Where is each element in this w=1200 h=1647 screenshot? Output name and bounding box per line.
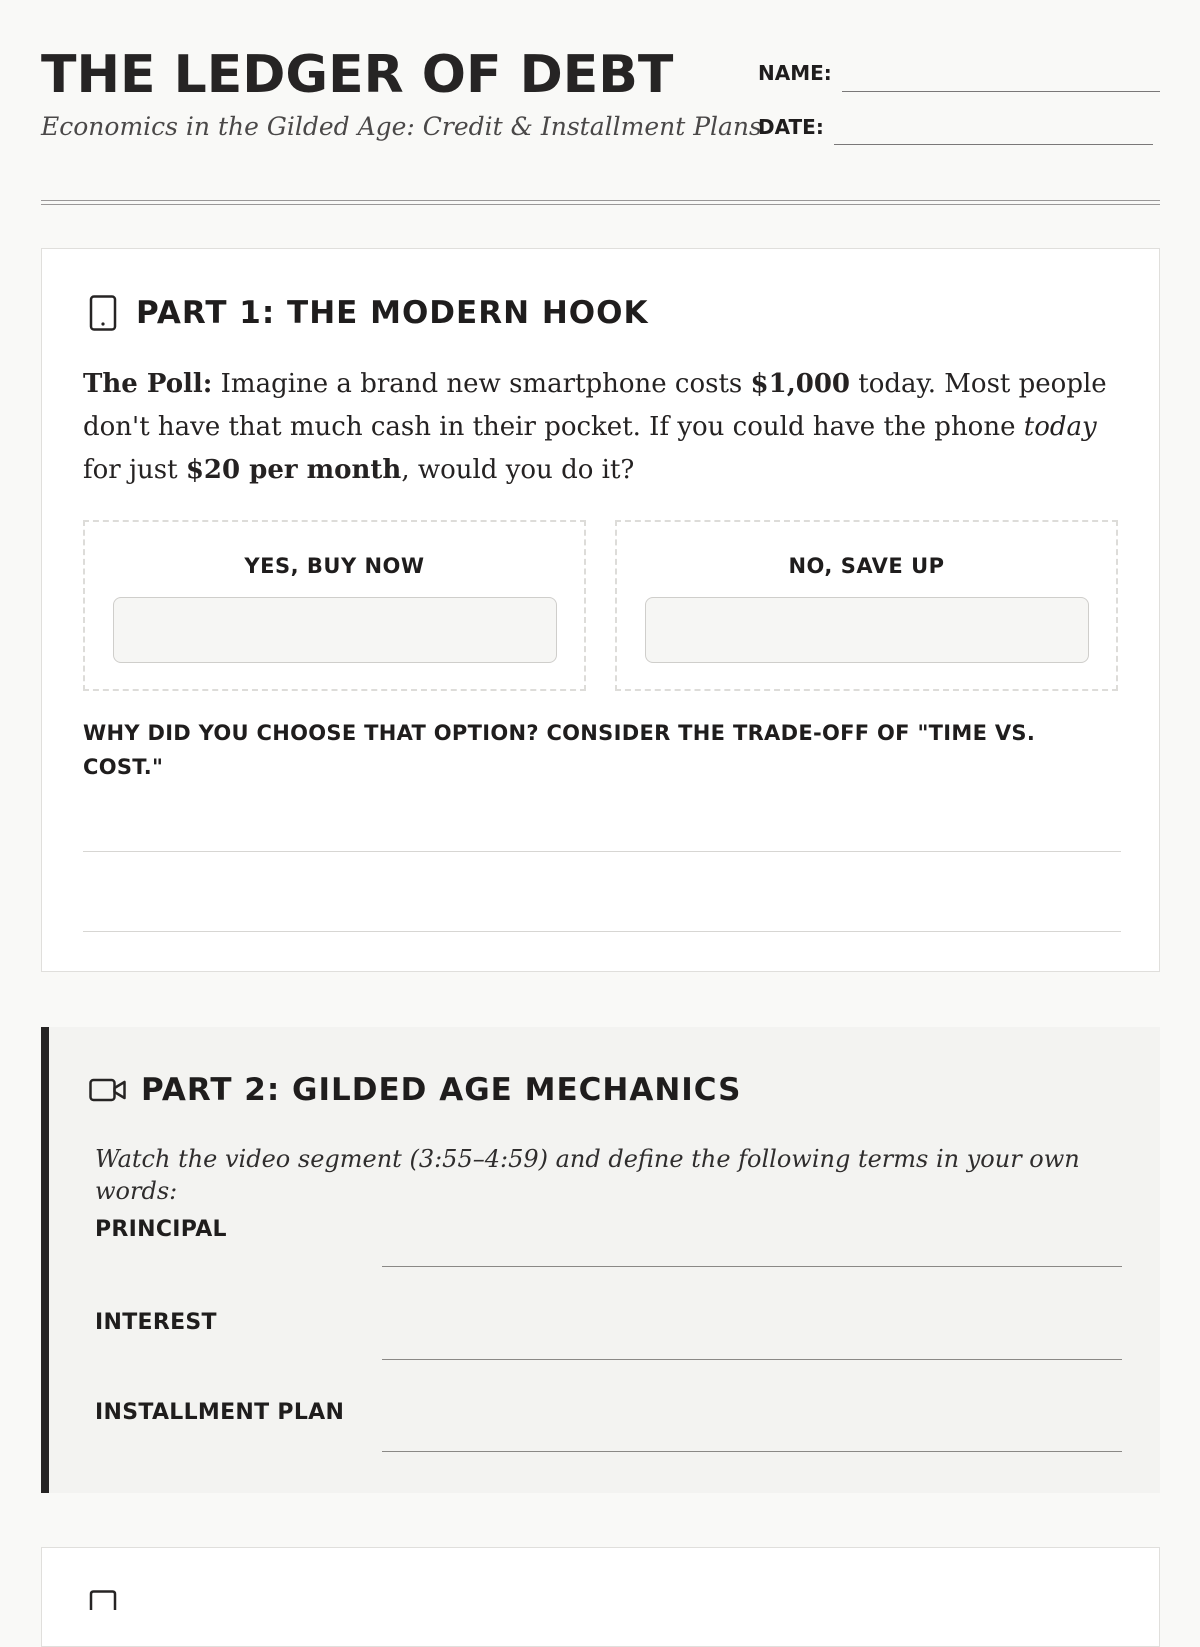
part2-heading — [89, 1070, 741, 1110]
poll-text: , would you do it? — [401, 455, 635, 485]
poll-text: for just — [83, 455, 186, 485]
name-label: NAME: — [758, 61, 832, 85]
page-title: THE LEDGER OF DEBT — [41, 45, 674, 105]
poll-today: today — [1023, 412, 1097, 442]
header-divider — [41, 200, 1160, 205]
part2-title: PART 2: GILDED AGE MECHANICS — [141, 1072, 742, 1108]
poll-question — [83, 363, 1123, 492]
section-icon — [88, 1590, 118, 1610]
poll-lead: The Poll: — [83, 369, 213, 399]
term-label: PRINCIPAL — [95, 1217, 227, 1242]
term-label: INTEREST — [95, 1310, 217, 1335]
option-no-input[interactable] — [645, 597, 1089, 663]
part2-instructions: Watch the video segment (3:55–4:59) and define the following terms in your own words: — [95, 1145, 1080, 1205]
poll-price: $1,000 — [750, 369, 851, 399]
option-no-box — [615, 520, 1118, 691]
name-field[interactable] — [842, 91, 1160, 92]
term-label: INSTALLMENT PLAN — [95, 1400, 345, 1425]
date-field[interactable] — [834, 144, 1153, 145]
option-yes-label: YES, BUY NOW — [244, 554, 425, 578]
smartphone-icon — [88, 295, 120, 331]
term-answer-line[interactable] — [382, 1451, 1122, 1452]
option-yes-box — [83, 520, 586, 691]
term-answer-line[interactable] — [382, 1266, 1122, 1267]
option-no-label: NO, SAVE UP — [788, 554, 945, 578]
answer-line[interactable] — [83, 851, 1121, 852]
part1-heading — [88, 293, 649, 333]
poll-text: Imagine a brand new smartphone costs — [212, 369, 751, 399]
poll-monthly: $20 per month — [185, 455, 402, 485]
part1-title: PART 1: THE MODERN HOOK — [136, 295, 649, 331]
part1-section — [41, 248, 1160, 972]
why-prompt: WHY DID YOU CHOOSE THAT OPTION? CONSIDER THE TRADE-OFF OF "TIME VS. COST." — [83, 721, 1036, 779]
term-answer-line[interactable] — [382, 1359, 1122, 1360]
answer-line[interactable] — [83, 931, 1121, 932]
worksheet-page — [41, 0, 1160, 1425]
part2-section — [41, 1027, 1160, 1493]
poll-text: today. Most people don't have that much cash in their pocket. If you could have the phone — [83, 369, 1107, 442]
date-label: DATE: — [758, 115, 824, 139]
option-yes-input[interactable] — [113, 597, 557, 663]
worksheet-header — [41, 0, 1160, 210]
part3-section — [41, 1547, 1160, 1647]
page-subtitle: Economics in the Gilded Age: Credit & Installment Plans — [41, 112, 762, 141]
video-camera-icon — [89, 1076, 127, 1104]
